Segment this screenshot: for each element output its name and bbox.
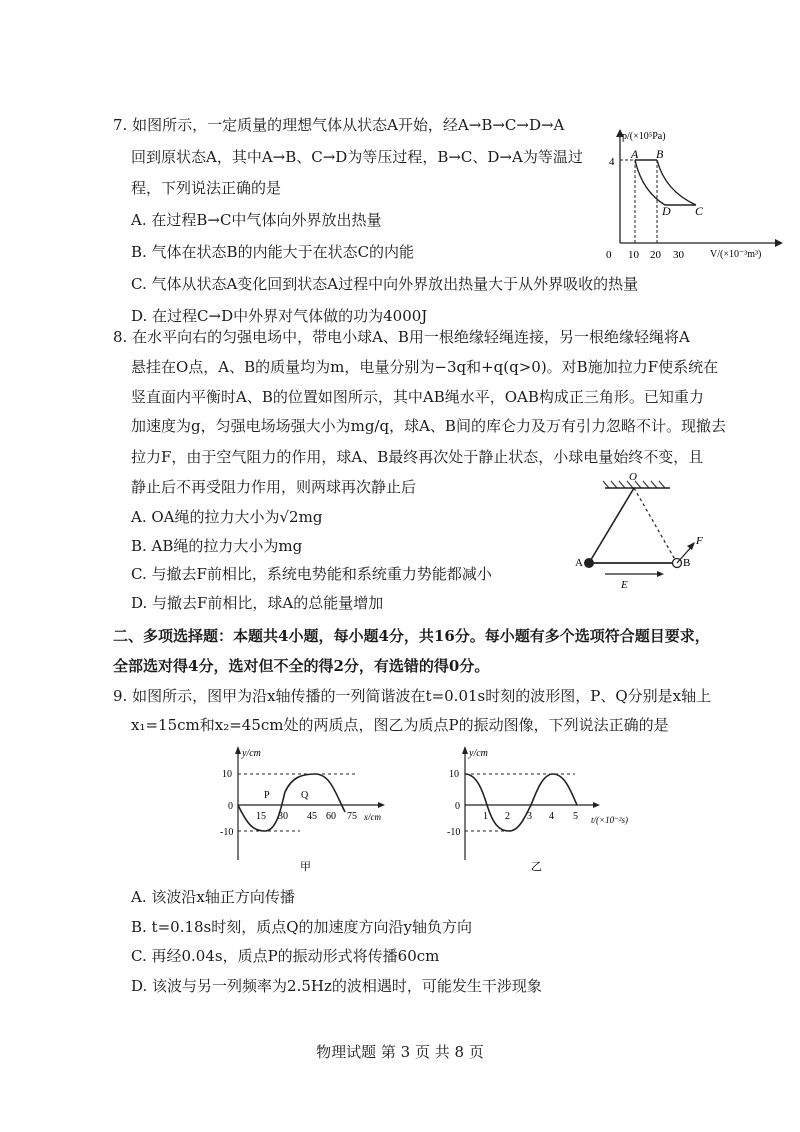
jia-caption: 甲 <box>300 861 311 873</box>
q8-ball-a <box>584 558 594 568</box>
jia-xtick-45: 45 <box>307 811 317 822</box>
q7-ytick-4: 4 <box>609 156 615 168</box>
q7-point-a: A <box>631 147 639 161</box>
q8-label-f: F <box>696 535 703 547</box>
q8-option-d: D. 与撤去F前相比，球A的总能量增加 <box>131 594 384 612</box>
jia-xtick-75: 75 <box>347 811 357 822</box>
page-footer: 物理试题 第 3 页 共 8 页 <box>316 1043 484 1061</box>
jia-point-q: Q <box>301 790 309 801</box>
yi-xtick-3: 3 <box>527 811 532 822</box>
q7-option-c: C. 气体从状态A变化回到状态A过程中向外界放出热量大于从外界吸收的热量 <box>131 275 639 293</box>
q8-line-4: 加速度为g，匀强电场场强大小为mg/q，球A、B间的库仑力及万有引力忽略不计。现撤去 <box>131 417 726 435</box>
yi-wave <box>465 774 577 831</box>
yi-xtick-5: 5 <box>573 811 578 822</box>
q9-line-1: 9. 如图所示，图甲为沿x轴传播的一列简谐波在t=0.01s时刻的波形图，P、Q分别是x轴上 <box>113 687 712 705</box>
jia-wave <box>238 774 345 831</box>
q9-figure-jia <box>220 742 390 874</box>
q7-point-d: D <box>662 204 671 218</box>
q7-pv-diagram <box>600 125 790 270</box>
q7-option-b: B. 气体在状态B的内能大于在状态C的内能 <box>131 243 415 261</box>
q8-option-a: A. OA绳的拉力大小为√2mg <box>131 508 323 526</box>
q7-point-c: C <box>695 204 704 218</box>
yi-ytick-neg10: -10 <box>447 827 461 838</box>
q8-line-2: 悬挂在O点，A、B的质量均为m，电量分别为−3q和+q(q>0)。对B施加拉力F使系统在 <box>131 358 719 376</box>
jia-point-p: P <box>264 790 270 801</box>
q7-xtick-30: 30 <box>673 249 684 261</box>
q8-line-6: 静止后不再受阻力作用，则两球再次静止后 <box>131 478 417 496</box>
q7-ylabel: p/(×10⁵Pa) <box>622 131 666 142</box>
q9-option-c: C. 再经0.04s，质点P的振动形式将传播60cm <box>131 947 440 965</box>
q9-figure-yi <box>443 742 643 874</box>
yi-xtick-4: 4 <box>549 811 554 822</box>
jia-ylabel: y/cm <box>242 748 261 759</box>
yi-xtick-2: 2 <box>505 811 510 822</box>
q8-rope-oa <box>589 488 634 563</box>
jia-xtick-60: 60 <box>326 811 336 822</box>
q9-option-d: D. 该波与另一列频率为2.5Hz的波相遇时，可能发生干涉现象 <box>131 977 542 995</box>
jia-xtick-30: 30 <box>278 811 288 822</box>
q9-option-a: A. 该波沿x轴正方向传播 <box>131 888 295 906</box>
q7-da-curve <box>635 160 665 205</box>
q8-label-a: A <box>575 557 583 569</box>
q7-line-1: 7. 如图所示，一定质量的理想气体从状态A开始，经A→B→C→D→A <box>113 116 565 134</box>
q8-option-b: B. AB绳的拉力大小为mg <box>131 537 303 555</box>
jia-ytick-0: 0 <box>228 801 233 812</box>
q8-label-o: O <box>629 471 637 483</box>
q7-bc-curve <box>657 160 696 205</box>
yi-caption: 乙 <box>531 861 542 873</box>
q9-option-b: B. t=0.18s时刻，质点Q的加速度方向沿y轴负方向 <box>131 918 473 936</box>
q8-line-3: 竖直面内平衡时A、B的位置如图所示，其中AB绳水平，OAB构成正三角形。已知重力 <box>131 388 704 406</box>
q9-line-2: x₁=15cm和x₂=45cm处的两质点，图乙为质点P的振动图像，下列说法正确的是 <box>131 716 669 734</box>
yi-xlabel: t/(×10⁻²s) <box>591 815 629 825</box>
section2-line-1: 二、多项选择题：本题共4小题，每小题4分，共16分。每小题有多个选项符合题目要求， <box>113 627 710 645</box>
jia-ytick-10: 10 <box>222 769 232 780</box>
yi-ylabel: y/cm <box>469 748 488 759</box>
jia-xtick-15: 15 <box>256 811 266 822</box>
q7-line-3: 程，下列说法正确的是 <box>131 179 282 197</box>
q8-line-5: 拉力F，由于空气阻力的作用，球A、B最终再次处于静止状态，小球电量始终不变，且 <box>131 448 704 466</box>
jia-xlabel: x/cm <box>364 812 381 822</box>
jia-ytick-neg10: -10 <box>220 827 234 838</box>
q7-point-b: B <box>656 147 664 161</box>
yi-xtick-1: 1 <box>483 811 488 822</box>
section2-line-2: 全部选对得4分，选对但不全的得2分，有选错的得0分。 <box>113 657 490 675</box>
q8-label-b: B <box>683 557 691 569</box>
q7-xtick-10: 10 <box>628 249 639 261</box>
q7-option-a: A. 在过程B→C中气体向外界放出热量 <box>131 211 382 229</box>
q7-xtick-0: 0 <box>606 249 612 261</box>
yi-ytick-10: 10 <box>449 769 459 780</box>
q8-label-e: E <box>621 579 628 591</box>
q8-dashed-ob <box>634 488 677 563</box>
q8-option-c: C. 与撤去F前相比，系统电势能和系统重力势能都减小 <box>131 565 492 583</box>
q7-line-2: 回到原状态A，其中A→B、C→D为等压过程，B→C、D→A为等温过 <box>131 148 583 166</box>
q7-xtick-20: 20 <box>650 249 661 261</box>
yi-ytick-0: 0 <box>455 801 460 812</box>
q7-option-d: D. 在过程C→D中外界对气体做的功为4000J <box>131 307 428 325</box>
q8-figure <box>565 468 725 593</box>
q7-xlabel: V/(×10⁻³m³) <box>710 249 762 260</box>
q8-line-1: 8. 在水平向右的匀强电场中，带电小球A、B用一根绝缘轻绳连接，另一根绝缘轻绳将A <box>113 328 690 346</box>
